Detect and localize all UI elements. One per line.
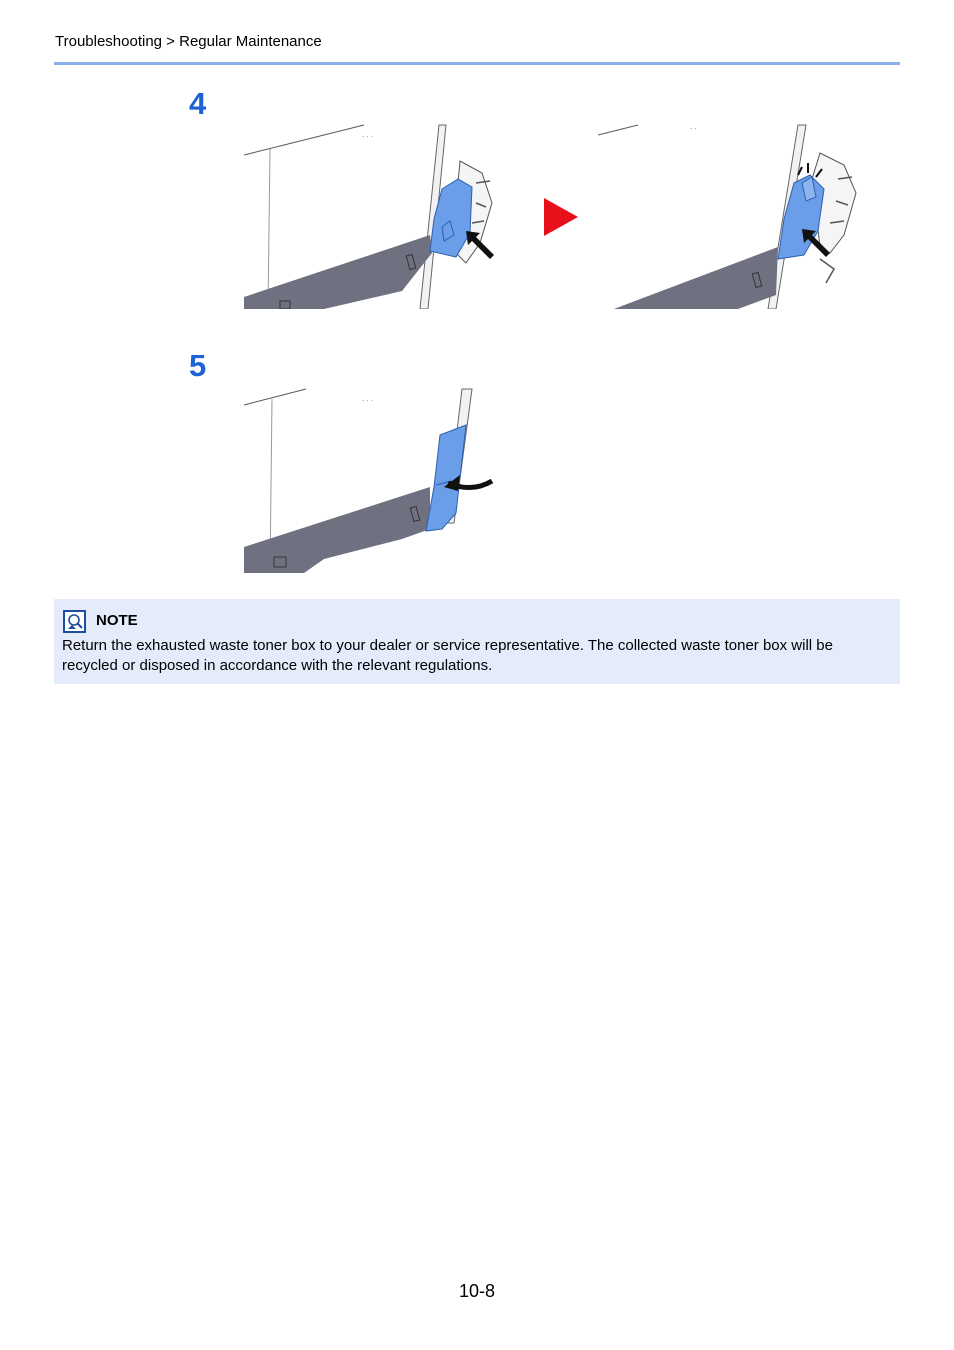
step4-illustration-after: [598, 123, 860, 309]
note-label: NOTE: [96, 612, 138, 629]
step-number-4: 4: [189, 86, 207, 121]
breadcrumb: Troubleshooting > Regular Maintenance: [55, 33, 322, 50]
step4-illustration-before: [244, 123, 496, 309]
page-number: 10-8: [458, 1281, 496, 1301]
note-icon: [63, 610, 86, 633]
header-divider: [54, 62, 900, 65]
step-number-5: 5: [189, 348, 207, 383]
step5-illustration: [244, 387, 496, 573]
next-step-arrow-icon: [544, 198, 580, 236]
note-text: Return the exhausted waste toner box to your dealer or service representative. The collected waste toner box will be recycled or disposed in accordance with the relevant regulations.: [62, 637, 833, 674]
svg-text:. . .: . . .: [362, 130, 374, 139]
svg-text:. .: . .: [690, 123, 697, 131]
svg-text:. . .: . . .: [362, 394, 374, 403]
note-box: [54, 599, 900, 684]
